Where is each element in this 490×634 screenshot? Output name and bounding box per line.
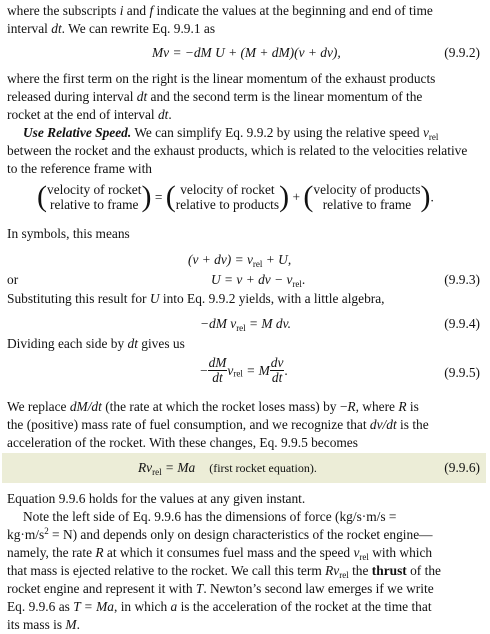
equation-number: (9.9.5)	[444, 365, 480, 380]
text: indicate the values at the beginning and end of time	[153, 3, 433, 18]
r: R	[398, 399, 407, 414]
equals-sign: =	[154, 189, 163, 205]
minus-sign: −	[200, 362, 208, 378]
v: v	[227, 362, 234, 378]
eq-text: Rv	[138, 460, 153, 475]
text: the	[348, 563, 372, 578]
para4-line1	[7, 398, 483, 416]
term-c	[313, 182, 420, 212]
eq-text: = Ma	[161, 460, 196, 475]
eq-text: −dM v	[200, 316, 237, 331]
equation-number: (9.9.2)	[444, 45, 480, 60]
term-line: relative to frame	[49, 197, 139, 212]
eq-text: + U,	[262, 252, 292, 267]
text: Dividing each side by	[7, 336, 128, 351]
eq-text: = M dv.	[245, 316, 291, 331]
denominator: dt	[271, 370, 283, 385]
text: gives us	[137, 336, 185, 351]
text: with which	[368, 545, 433, 560]
text: Note the left side of Eq. 9.9.6 has the dimensions of force (kg/s·m/s =	[23, 509, 397, 524]
equation-9-9-3b	[211, 271, 305, 289]
equation-number: (9.9.4)	[444, 316, 480, 331]
equation-9-9-2: Mv = −dM U + (M + dM)(v + dv),	[152, 45, 341, 60]
para6-line1	[23, 508, 490, 526]
text: acceleration of the rocket. With these changes, Eq. 9.9.5 becomes	[7, 435, 358, 450]
para6-line4	[7, 562, 483, 580]
equation-label: (first rocket equation).	[209, 461, 317, 475]
term-line: velocity of products	[313, 182, 421, 197]
para4-line3	[7, 434, 483, 452]
para6-line3	[7, 544, 483, 562]
para6-line7	[7, 616, 483, 634]
numerator: dM	[208, 355, 227, 370]
eq-text: .	[301, 272, 306, 287]
text: rocket engine and represent it with	[7, 581, 196, 596]
para3-line1	[23, 124, 490, 142]
paren-left: (	[303, 180, 314, 213]
term-line: relative to products	[175, 197, 280, 212]
subscript-f: f	[149, 3, 154, 18]
fraction-dv-dt	[270, 355, 288, 385]
para1-line1	[7, 2, 483, 20]
text: where the subscripts	[7, 3, 120, 18]
text: interval	[7, 21, 52, 36]
v: v	[353, 545, 360, 560]
term-line: velocity of rocket	[180, 182, 275, 197]
period: .	[430, 189, 434, 205]
text: .	[168, 107, 172, 122]
subscript: rel	[236, 323, 246, 333]
text: of the	[406, 563, 441, 578]
para3-line3	[7, 160, 483, 178]
para2-line1	[7, 70, 483, 88]
term-a	[47, 182, 141, 212]
dividing-line	[7, 335, 483, 353]
para6-line5	[7, 580, 483, 598]
dt: dt	[157, 107, 169, 122]
symbols-line: In symbols, this means	[7, 226, 130, 241]
subscript: rel	[339, 570, 349, 580]
section-heading: Use Relative Speed.	[23, 125, 132, 140]
text: is	[406, 399, 419, 414]
text: . Newton’s second law emerges if we write	[203, 581, 434, 596]
text: We can simplify Eq. 9.9.2 by using the relative speed	[131, 125, 423, 140]
r: R	[347, 399, 356, 414]
text: We replace	[7, 399, 70, 414]
period: .	[284, 362, 288, 378]
term-line: velocity of rocket	[47, 182, 142, 197]
para4-line2	[7, 416, 483, 434]
t-equals-ma: T = Ma	[73, 599, 114, 614]
paren-right: )	[141, 180, 152, 213]
dt: dt	[136, 89, 148, 104]
text: into Eq. 9.9.2 yields, with a little algebra,	[159, 291, 385, 306]
subscript: rel	[359, 552, 369, 562]
text: .	[76, 617, 80, 632]
eq-text: (v + dv) = v	[188, 252, 253, 267]
text: = N) and depends only on design characteristics of the rocket engine—	[48, 527, 433, 542]
word-equation	[37, 180, 434, 214]
equation-number: (9.9.3)	[444, 272, 480, 287]
numerator: dv	[270, 355, 284, 370]
equation-9-9-3a	[188, 251, 291, 269]
plus-sign: +	[292, 189, 301, 205]
text: is the	[396, 417, 429, 432]
text: is the acceleration of the rocket at the time that	[177, 599, 432, 614]
u: U	[149, 291, 160, 306]
paren-right: )	[420, 180, 431, 213]
para2-line2	[7, 88, 483, 106]
dv-dt: dv/dt	[369, 417, 397, 432]
term-line: relative to frame	[322, 197, 412, 212]
para5: Equation 9.9.6 holds for the values at any given instant.	[7, 491, 306, 506]
subscript: rel	[233, 368, 243, 379]
equation-9-9-4	[200, 315, 291, 333]
m: M	[65, 617, 77, 632]
text: that mass is ejected relative to the rocket. We call this term	[7, 563, 326, 578]
rv: Rv	[325, 563, 340, 578]
equation-number: (9.9.6)	[444, 460, 480, 475]
text: where the first term on the right is the linear momentum of the exhaust products	[7, 71, 436, 86]
text: and the second term is the linear momentum of the	[147, 89, 423, 104]
a: a	[170, 599, 178, 614]
dm-dt: dM/dt	[69, 399, 102, 414]
substituting-line	[7, 290, 483, 308]
text: its mass is	[7, 617, 66, 632]
text: at which it consumes fuel mass and the speed	[103, 545, 354, 560]
para1-line2	[7, 20, 483, 38]
fraction-dm-dt	[208, 356, 228, 385]
paren-left: (	[165, 180, 176, 213]
text: released during interval	[7, 89, 137, 104]
eq-text: U = v + dv − v	[211, 272, 293, 287]
dt: dt	[51, 21, 62, 36]
para6-line6	[7, 598, 483, 616]
subscript: rel	[252, 259, 263, 269]
t: T	[195, 581, 204, 596]
text: between the rocket and the exhaust products, which is related to the velocities relative	[7, 143, 468, 158]
text: to the reference frame with	[7, 161, 152, 176]
text: and	[123, 3, 150, 18]
text: kg·m/s	[7, 527, 45, 542]
thrust-term: thrust	[371, 563, 407, 578]
para6-line2	[7, 526, 483, 544]
text: namely, the rate	[7, 545, 96, 560]
text: . We can rewrite Eq. 9.9.1 as	[61, 21, 216, 36]
para2-line3	[7, 106, 483, 124]
term-b	[176, 182, 279, 212]
subscript: rel	[152, 467, 162, 477]
paren-left: (	[37, 180, 47, 213]
para3-line2	[7, 142, 483, 160]
r: R	[95, 545, 104, 560]
text: the (positive) mass rate of fuel consumption, and we recognize that	[7, 417, 370, 432]
text: rocket at the end of interval	[7, 107, 158, 122]
or-label: or	[7, 272, 19, 287]
subscript: rel	[292, 279, 302, 289]
text: , where	[355, 399, 399, 414]
text: , in which	[114, 599, 171, 614]
denominator: dt	[212, 370, 223, 385]
subscript: rel	[428, 132, 439, 142]
dt: dt	[127, 336, 138, 351]
eq-text: = M	[242, 362, 270, 378]
subscript-i: i	[119, 3, 124, 18]
text: Eq. 9.9.6 as	[7, 599, 74, 614]
equation-9-9-5	[200, 356, 288, 385]
text: (the rate at which the rocket loses mass) by −	[101, 399, 348, 414]
v: v	[422, 125, 429, 140]
superscript: 2	[44, 526, 49, 536]
equation-9-9-6	[138, 459, 317, 478]
paren-right: )	[279, 180, 290, 213]
text: Substituting this result for	[7, 291, 150, 306]
